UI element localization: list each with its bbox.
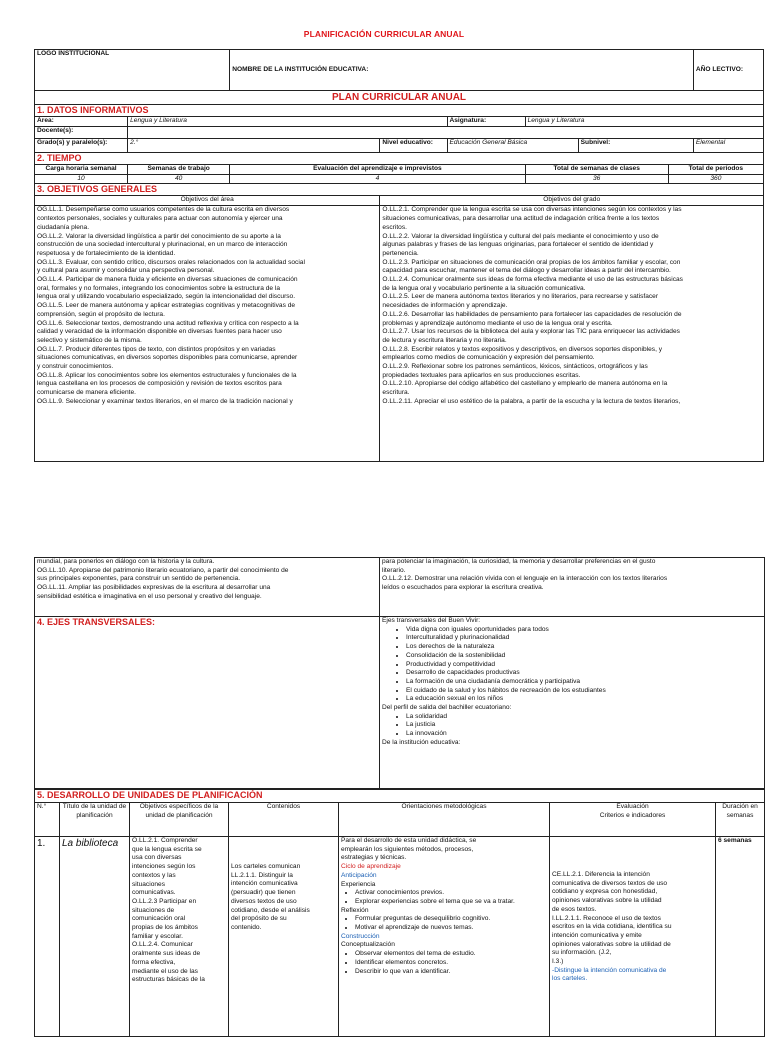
list-item: • Interculturalidad y plurinacionalidad bbox=[406, 634, 762, 643]
unit-objective-line: forma efectiva, bbox=[132, 958, 176, 966]
objective-line: O.LL.2.4. Comunicar oralmente sus ideas de forma efectiva mediante el uso de las estructuras básicas bbox=[382, 276, 683, 284]
subnivel-value: Elemental bbox=[693, 139, 763, 153]
eval-line: CE.LL.2.1. Diferencia la intención bbox=[552, 871, 650, 878]
construccion-label: Construcción bbox=[341, 932, 380, 940]
objetivos-area-text bbox=[35, 206, 380, 462]
carga-horaria-value: 10 bbox=[35, 174, 128, 184]
list-item: • Consolidación de la sostenibilidad bbox=[406, 652, 762, 661]
objective-line: literario. bbox=[382, 566, 406, 574]
objective-line: O.LL.2.7. Usar los recursos de la biblioteca del aula y explorar las TIC para enriquecer las actividades bbox=[382, 328, 680, 336]
nivel-value: Educación General Básica bbox=[447, 139, 578, 153]
list-item: • Desarrollo de capacidades productivas bbox=[406, 669, 762, 678]
unit-evaluacion bbox=[550, 837, 716, 1037]
total-periodos-value: 360 bbox=[668, 174, 763, 184]
eval-line: I.3.) bbox=[552, 958, 564, 966]
objective-line: respetuosa y de fortalecimiento de la identidad. bbox=[37, 249, 176, 257]
unit-objective-line: comunicativas. bbox=[132, 889, 176, 897]
logo-cell: LOGO INSTITUCIONAL bbox=[35, 50, 230, 91]
buen-vivir-label: Ejes transversales del Buen Vivir: bbox=[382, 617, 481, 624]
asignatura-value: Lengua y Literatura bbox=[525, 117, 763, 127]
plan-title: PLAN CURRICULAR ANUAL bbox=[35, 91, 764, 105]
list-item: • La solidaridad bbox=[406, 713, 762, 722]
section-tiempo: 2. TIEMPO bbox=[35, 153, 764, 165]
objective-line: selectivo y sistemático de la misma. bbox=[37, 336, 142, 344]
col-orientaciones: Orientaciones metodológicas bbox=[339, 803, 550, 837]
perfil-list bbox=[382, 713, 762, 739]
unit-orientaciones bbox=[339, 837, 550, 1037]
buen-vivir-list bbox=[382, 626, 762, 704]
orient-line: estrategias y técnicas. bbox=[341, 854, 407, 862]
objective-line: contextos personales, sociales y culturales para actuar con autonomía y ejercer una bbox=[37, 215, 283, 223]
contenido-line: diversos textos de uso bbox=[231, 897, 297, 905]
objective-line: ciudadanía plena. bbox=[37, 223, 90, 231]
objective-line: OG.LL.1. Desempeñarse como usuarios competentes de la cultura escrita en diversos bbox=[37, 206, 290, 214]
perfil-label: Del perfil de salida del bachiller ecuatoriano: bbox=[382, 704, 512, 712]
objective-line: O.LL.2.12. Demostrar una relación vívida con el lenguaje en la interacción con los textos literarios bbox=[382, 575, 668, 583]
unit-objective-line: propias de los ámbitos bbox=[132, 924, 198, 932]
experiencia-list bbox=[341, 889, 547, 906]
contenido-line: Los carteles comunican bbox=[231, 863, 301, 870]
nivel-label: Nivel educativo: bbox=[380, 139, 447, 153]
evaluacion-imprevistos-value: 4 bbox=[230, 174, 525, 184]
objective-line: de la lengua oral y vocabulario pertinente a la situación comunicativa. bbox=[382, 284, 586, 292]
objective-line: algunas palabras y frases de las lenguas originarias, para fortalecer el sentido de identidad y bbox=[382, 241, 654, 249]
conceptualizacion-label: Conceptualización bbox=[341, 941, 395, 949]
objective-line: OG.LL.10. Apropiarse del patrimonio literario ecuatoriano, a partir del conocimiento de bbox=[37, 566, 289, 574]
eval-line: escritos en la vida cotidiana, identifica su bbox=[552, 923, 672, 931]
objective-line: y cultural para asumir y consolidar una perspectiva personal. bbox=[37, 267, 215, 275]
list-item: • Explorar experiencias sobre el tema que se va a tratar. bbox=[355, 898, 547, 907]
unit-objective-line: O.LL.2.1. Comprender bbox=[132, 837, 198, 844]
objective-line: escritos. bbox=[382, 223, 407, 231]
objective-line: situaciones comunicativas, para desarrollar una actitud de indagación crítica frente a los textos bbox=[382, 215, 660, 223]
unit-objective-line: oralmente sus ideas de bbox=[132, 950, 201, 958]
list-item: • Identificar elementos concretos. bbox=[355, 959, 547, 968]
experiencia-label: Experiencia bbox=[341, 880, 376, 888]
list-item: • Activar conocimientos previos. bbox=[355, 889, 547, 898]
col-objetivos: Objetivos específicos de la unidad de planificación bbox=[130, 803, 229, 837]
unit-duracion: 6 semanas bbox=[716, 837, 765, 1037]
total-semanas-value: 36 bbox=[525, 174, 668, 184]
plan-table-page-2 bbox=[34, 557, 765, 789]
ciclo-label: Ciclo de aprendizaje bbox=[341, 863, 401, 871]
col-contenidos: Contenidos bbox=[229, 803, 339, 837]
eval-line: opiniones valorativas sobre la utilidad de bbox=[552, 940, 671, 948]
objective-line: OG.LL.4. Participar de manera fluida y eficiente en diversas situaciones de comunicación bbox=[37, 276, 298, 284]
institucion-label: De la institución educativa: bbox=[382, 738, 461, 746]
col-duracion: Duración en semanas bbox=[716, 803, 765, 837]
unit-contenidos bbox=[229, 837, 339, 1037]
objective-line: escritura. bbox=[382, 389, 410, 397]
objetivos-grado-text bbox=[380, 206, 764, 462]
objective-line: emplearlos como medios de comunicación y expresión del pensamiento. bbox=[382, 354, 595, 362]
contenido-line: contenido. bbox=[231, 923, 262, 931]
objective-line: y construir conocimientos. bbox=[37, 363, 114, 371]
eval-line: I.LL.2.1.1. Reconoce el uso de textos bbox=[552, 914, 661, 922]
objective-line: capacidad para escuchar, mantener el tema del diálogo y desarrollar ideas a partir del intercambio. bbox=[382, 267, 671, 275]
list-item: • La formación de una ciudadanía democrática y participativa bbox=[406, 678, 762, 687]
orient-line: emplearán los siguientes métodos, procesos, bbox=[341, 845, 474, 853]
unit-title: La biblioteca bbox=[60, 837, 130, 1037]
tiempo-header: Carga horaria semanal bbox=[35, 165, 128, 175]
tiempo-header: Evaluación del aprendizaje e imprevistos bbox=[230, 165, 525, 175]
section-desarrollo-unidades: 5. DESARROLLO DE UNIDADES DE PLANIFICACIÓN bbox=[35, 790, 765, 803]
list-item: • Describir lo que van a identificar. bbox=[355, 968, 547, 977]
objective-line: O.LL.2.1. Comprender que la lengua escrita se usa con diversas intenciones según los contextos y las bbox=[382, 206, 682, 214]
objective-line: sensibilidad estética e imaginativa en el uso personal y creativo del lenguaje. bbox=[37, 592, 262, 600]
area-label: Área: bbox=[35, 117, 128, 127]
orient-line: Para el desarrollo de esta unidad didáctica, se bbox=[341, 837, 477, 844]
grado-value: 2.° bbox=[128, 139, 380, 153]
unit-objetivos bbox=[130, 837, 229, 1037]
objective-line: oral, formales y no formales, integrando los conocimientos sobre la estructura de la bbox=[37, 284, 280, 292]
objective-line: O.LL.2.5. Leer de manera autónoma textos literarios y no literarios, para recrearse y satisfacer bbox=[382, 293, 659, 301]
section-datos-informativos: 1. DATOS INFORMATIVOS bbox=[35, 105, 764, 117]
unit-objective-line: situaciones de bbox=[132, 906, 175, 914]
list-item: • Formular preguntas de desequilibrio cognitivo. bbox=[355, 915, 547, 924]
unit-objective-line: que la lengua escrita se bbox=[132, 845, 202, 853]
tiempo-header: Semanas de trabajo bbox=[128, 165, 230, 175]
objective-line: OG.LL.7. Producir diferentes tipos de texto, con distintos propósitos y en variadas bbox=[37, 345, 276, 353]
objective-line: OG.LL.8. Aplicar los conocimientos sobre los elementos estructurales y funcionales de la bbox=[37, 371, 297, 379]
contenido-line: LL.2.1.1. Distinguir la bbox=[231, 871, 293, 879]
objective-line: lengua castellana en los procesos de composición y revisión de textos escritos para bbox=[37, 380, 282, 388]
eval-line: de esos textos. bbox=[552, 905, 597, 913]
list-item: • Los derechos de la naturaleza bbox=[406, 643, 762, 652]
objective-line: O.LL.2.8. Escribir relatos y textos expositivos y descriptivos, en diversos soportes disponibles, y bbox=[382, 345, 663, 353]
unit-objective-line: estructuras básicas de la bbox=[132, 976, 205, 984]
eval-blue-line: -Distingue la intención comunicativa de bbox=[552, 966, 667, 974]
objective-line: calidad y veracidad de la información disponible en diversas fuentes para hacer uso bbox=[37, 328, 282, 336]
conceptualizacion-list bbox=[341, 950, 547, 976]
objective-line: O.LL.2.9. Reflexionar sobre los patrones semánticos, léxicos, sintácticos, ortográficos y las bbox=[382, 363, 648, 371]
objective-line: O.LL.2.2. Valorar la diversidad lingüística y cultural del país mediante el conocimiento y uso de bbox=[382, 232, 659, 240]
unit-objective-line: familiar y escolar. bbox=[132, 932, 183, 940]
unit-number: 1. bbox=[35, 837, 60, 1037]
objective-line: OG.LL.2. Valorar la diversidad lingüística a partir del conocimiento de su aporte a la bbox=[37, 232, 281, 240]
objective-line: para potenciar la imaginación, la curiosidad, la memoria y desarrollar preferencias en el gusto bbox=[382, 558, 656, 565]
semanas-trabajo-value: 40 bbox=[128, 174, 230, 184]
objective-line: leídos o escuchados para explorar la escritura creativa. bbox=[382, 584, 544, 592]
objetivos-grado-cont bbox=[380, 558, 765, 617]
objective-line: OG.LL.9. Seleccionar y examinar textos literarios, en el marco de la tradición nacional y bbox=[37, 397, 293, 405]
contenido-line: (persuadir) que tienen bbox=[231, 889, 296, 897]
col-objetivos-grado: Objetivos del grado bbox=[380, 196, 764, 206]
plan-table-page-1 bbox=[34, 49, 764, 462]
objective-line: construcción de una sociedad intercultural y plurinacional, en un marco de interacción bbox=[37, 241, 288, 249]
list-item: • La innovación bbox=[406, 730, 762, 739]
objective-line: necesidades de información y aprendizaje. bbox=[382, 302, 508, 310]
objective-line: comprensión, según el propósito de lectura. bbox=[37, 310, 165, 318]
objetivos-area-cont bbox=[35, 558, 380, 617]
objective-line: O.LL.2.6. Desarrollar las habilidades de pensamiento para fortalecer las capacidades de resolución de bbox=[382, 310, 682, 318]
objective-line: mundial, para ponerlos en diálogo con la historia y la cultura. bbox=[37, 558, 215, 565]
list-item: • Motivar el aprendizaje de nuevos temas. bbox=[355, 924, 547, 933]
eval-line: cotidiano y expresa con honestidad, bbox=[552, 888, 658, 896]
objective-line: de lectura y escritura literaria y no literaria. bbox=[382, 336, 507, 344]
anticipacion-label: Anticipación bbox=[341, 871, 377, 879]
institution-name-label: NOMBRE DE LA INSTITUCIÓN EDUCATIVA: bbox=[230, 50, 694, 91]
unidades-table bbox=[34, 789, 765, 1037]
col-evaluacion bbox=[550, 803, 716, 837]
col-numero: N.° bbox=[35, 803, 60, 837]
unit-objective-line: O.LL.2.4. Comunicar bbox=[132, 941, 193, 949]
unit-objective-line: comunicación oral bbox=[132, 915, 186, 923]
objective-line: O.LL.2.10. Apropiarse del código alfabético del castellano y emplearlo de manera autónoma en la bbox=[382, 380, 668, 388]
eval-line: intención comunicativa y emite bbox=[552, 931, 642, 939]
unit-objective-line: usa con diversas bbox=[132, 854, 182, 862]
eval-line: opiniones valorativas sobre la utilidad bbox=[552, 897, 662, 905]
eval-blue-line: los carteles. bbox=[552, 975, 588, 983]
area-value: Lengua y Literatura bbox=[128, 117, 447, 127]
list-item: • El cuidado de la salud y los hábitos de recreación de los estudiantes bbox=[406, 687, 762, 696]
docente-label: Docente(s): bbox=[35, 127, 128, 139]
unit-objective-line: situaciones bbox=[132, 880, 165, 888]
evaluacion-label: Evaluación bbox=[616, 803, 649, 810]
contenido-line: intención comunicativa bbox=[231, 880, 298, 888]
tiempo-header: Total de períodos bbox=[668, 165, 763, 175]
list-item: • Productividad y competitividad bbox=[406, 661, 762, 670]
reflexion-label: Reflexión bbox=[341, 906, 369, 914]
ejes-content bbox=[380, 617, 765, 789]
section-ejes-transversales: 4. EJES TRANSVERSALES: bbox=[35, 617, 380, 789]
objective-line: lengua oral y utilizando vocabulario especializado, según la intencionalidad del discurso. bbox=[37, 293, 296, 301]
eval-line: comunicativa de diversos textos de uso bbox=[552, 879, 668, 887]
eval-line: su información. (J.2, bbox=[552, 949, 612, 957]
list-item: • La educación sexual en los niños bbox=[406, 695, 762, 704]
asignatura-label: Asignatura: bbox=[447, 117, 525, 127]
list-item: • Observar elementos del tema de estudio. bbox=[355, 950, 547, 959]
list-item: • Vida digna con iguales oportunidades para todos bbox=[406, 626, 762, 635]
reflexion-list bbox=[341, 915, 547, 932]
col-titulo: Título de la unidad de planificación bbox=[60, 803, 130, 837]
section-objetivos-generales: 3. OBJETIVOS GENERALES bbox=[35, 184, 764, 196]
tiempo-header: Total de semanas de clases bbox=[525, 165, 668, 175]
criterios-label: Criterios e indicadores bbox=[599, 811, 666, 819]
objective-line: propiedades textuales para aplicarlos en sus producciones escritas. bbox=[382, 371, 581, 379]
objective-line: O.LL.2.3. Participar en situaciones de comunicación oral propias de los ámbitos familiar y escolar, con bbox=[382, 258, 681, 266]
objective-line: comunicarse de manera eficiente. bbox=[37, 389, 136, 397]
objective-line: OG.LL.11. Ampliar las posibilidades expresivas de la escritura al desarrollar una bbox=[37, 584, 271, 592]
school-year-label: AÑO LECTIVO: bbox=[693, 50, 763, 91]
unit-objective-line: contextos y las bbox=[132, 871, 176, 879]
objective-line: problemas y aprendizaje autónomo mediante el uso de la lengua oral y escrita. bbox=[382, 319, 613, 327]
contenido-line: del propósito de su bbox=[231, 915, 287, 923]
objective-line: sus principales exponentes, para construir un sentido de pertenencia. bbox=[37, 575, 241, 583]
grado-label: Grado(s) y paralelo(s): bbox=[35, 139, 128, 153]
objective-line: OG.LL.6. Seleccionar textos, demostrando una actitud reflexiva y crítica con respecto a la bbox=[37, 319, 299, 327]
unit-objective-line: mediante el uso de las bbox=[132, 967, 198, 975]
objective-line: pertenencia. bbox=[382, 249, 419, 257]
docente-value bbox=[128, 127, 764, 139]
document-title: PLANIFICACIÓN CURRICULAR ANUAL bbox=[303, 29, 465, 39]
unit-objective-line: O.LL.2.3 Participar en bbox=[132, 897, 197, 905]
objective-line: O.LL.2.11. Apreciar el uso estético de la palabra, a partir de la escucha y la lectura de textos literarios, bbox=[382, 397, 681, 405]
objective-line: situaciones comunicativas, en diversos soportes disponibles para comunicarse, aprender bbox=[37, 354, 298, 362]
col-objetivos-area: Objetivos del área bbox=[35, 196, 380, 206]
subnivel-label: Subnivel: bbox=[578, 139, 693, 153]
objective-line: OG.LL.3. Evaluar, con sentido crítico, discursos orales relacionados con la actualidad social bbox=[37, 258, 305, 266]
unit-objective-line: intenciones según los bbox=[132, 863, 196, 871]
list-item: • La justicia bbox=[406, 721, 762, 730]
contenido-line: cotidiano, desde el análisis bbox=[231, 906, 310, 914]
objective-line: OG.LL.5. Leer de manera autónoma y aplicar estrategias cognitivas y metacognitivas de bbox=[37, 302, 296, 310]
